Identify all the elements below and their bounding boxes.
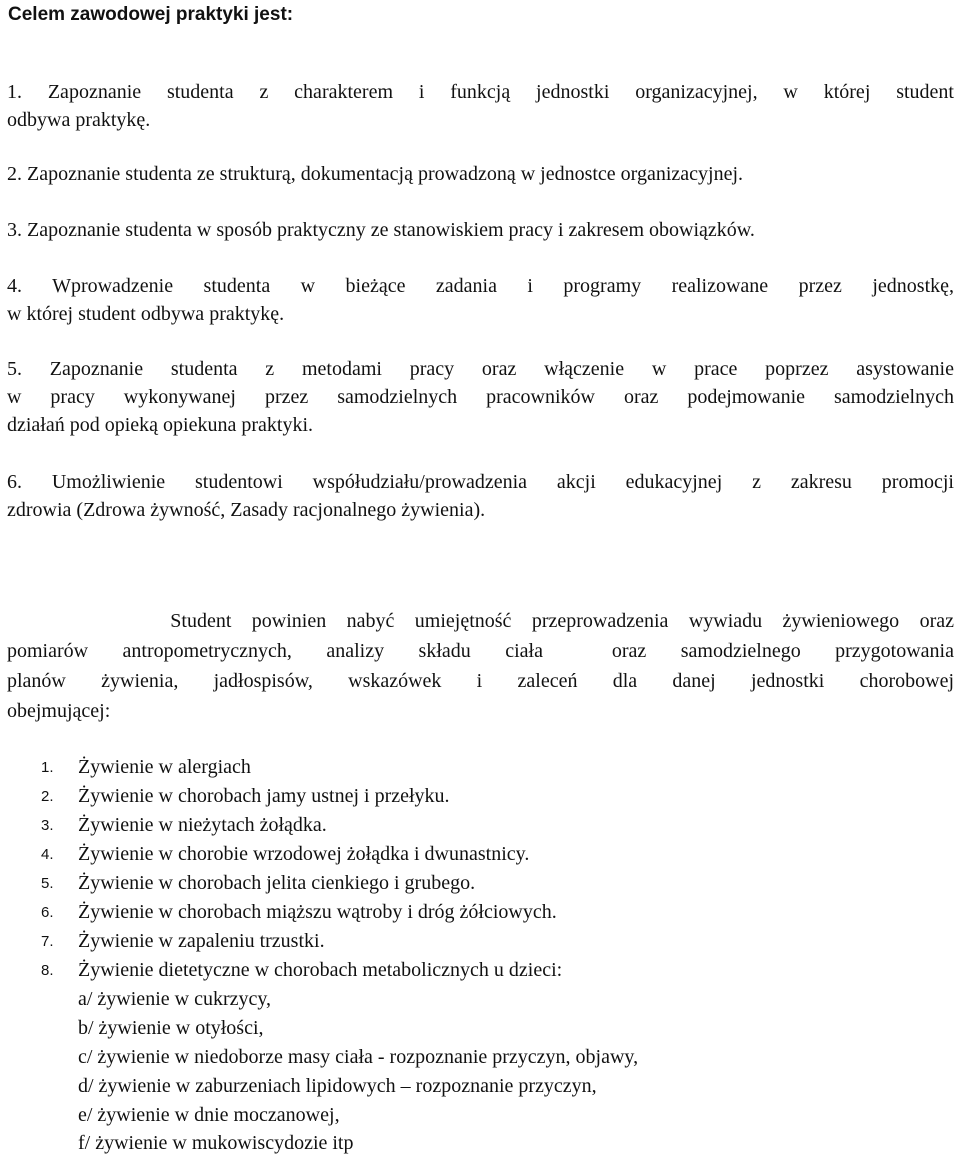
list-item-text: Żywienie w alergiach [78,756,251,778]
list-item [0,869,960,898]
list-item-number: 3. [41,817,54,834]
list-item [0,927,960,956]
list-item [0,782,960,811]
objective-line: 6. Umożliwienie studentowi współudziału/prowadzenia akcji edukacyjnej z zakresu promocji [7,471,954,493]
list-item-text: Żywienie w chorobach jamy ustnej i przełyku. [78,785,450,807]
intro-line: obejmującej: [7,700,111,722]
list-item-text: Żywienie w zapaleniu trzustki. [78,930,325,952]
sub-list-item: d/ żywienie w zaburzeniach lipidowych – rozpoznanie przyczyn, [78,1075,597,1097]
objective-line: 4. Wprowadzenie studenta w bieżące zadania i programy realizowane przez jednostkę, [7,275,954,297]
list-item-number: 5. [41,875,54,892]
objective-item [7,272,954,328]
objective-item [7,160,954,188]
objective-line: 1. Zapoznanie studenta z charakterem i funkcją jednostki organizacyjnej, w której student [7,81,954,103]
list-item-text: Żywienie dietetyczne w chorobach metabolicznych u dzieci: [78,959,563,981]
sub-list-item: f/ żywienie w mukowiscydozie itp [78,1132,354,1154]
list-item [0,898,960,927]
objective-line: zdrowia (Zdrowa żywność, Zasady racjonalnego żywienia). [7,499,486,521]
intro-line: planów żywienia, jadłospisów, wskazówek i zaleceń dla danej jednostki chorobowej [7,670,954,692]
list-item-text: Żywienie w chorobach miąższu wątroby i dróg żółciowych. [78,901,557,923]
objective-line: 3. Zapoznanie studenta w sposób praktyczny ze stanowiskiem pracy i zakresem obowiązków. [7,219,755,241]
objective-line: w której student odbywa praktykę. [7,303,285,325]
objective-item [7,216,954,244]
objective-item [7,78,954,134]
list-item [0,811,960,840]
list-item-text: Żywienie w nieżytach żołądka. [78,814,327,836]
list-item [0,753,960,782]
objective-item [7,468,954,524]
list-item-number: 4. [41,846,54,863]
list-item-text: Żywienie w chorobie wrzodowej żołądka i dwunastnicy. [78,843,530,865]
sub-list-item: b/ żywienie w otyłości, [78,1017,264,1039]
list-item-number: 8. [41,962,54,979]
list-item-text: Żywienie w chorobach jelita cienkiego i grubego. [78,872,476,894]
sub-list-item: e/ żywienie w dnie moczanowej, [78,1104,340,1126]
list-item [0,956,960,985]
objective-line: odbywa praktykę. [7,109,151,131]
intro-line: pomiarów antropometrycznych, analizy składu ciała oraz samodzielnego przygotowania [7,640,954,662]
sub-list-item: c/ żywienie w niedoborze masy ciała - rozpoznanie przyczyn, objawy, [78,1046,639,1068]
objective-item [7,355,954,439]
list-item [0,840,960,869]
objective-line: w pracy wykonywanej przez samodzielnych pracowników oraz podejmowanie samodzielnych [7,386,954,408]
intro-line: Student powinien nabyć umiejętność przeprowadzenia wywiadu żywieniowego oraz [7,610,954,632]
section-heading: Celem zawodowej praktyki jest: [8,4,294,25]
objective-line: 5. Zapoznanie studenta z metodami pracy oraz włączenie w prace poprzez asystowanie [7,358,954,380]
intro-paragraph [7,606,954,726]
list-item-number: 1. [41,759,54,776]
list-item-number: 6. [41,904,54,921]
list-item-number: 2. [41,788,54,805]
list-item-number: 7. [41,933,54,950]
objective-line: działań pod opieką opiekuna praktyki. [7,414,314,436]
objective-line: 2. Zapoznanie studenta ze strukturą, dokumentacją prowadzoną w jednostce organizacyjnej. [7,163,744,185]
sub-list-item: a/ żywienie w cukrzycy, [78,988,272,1010]
